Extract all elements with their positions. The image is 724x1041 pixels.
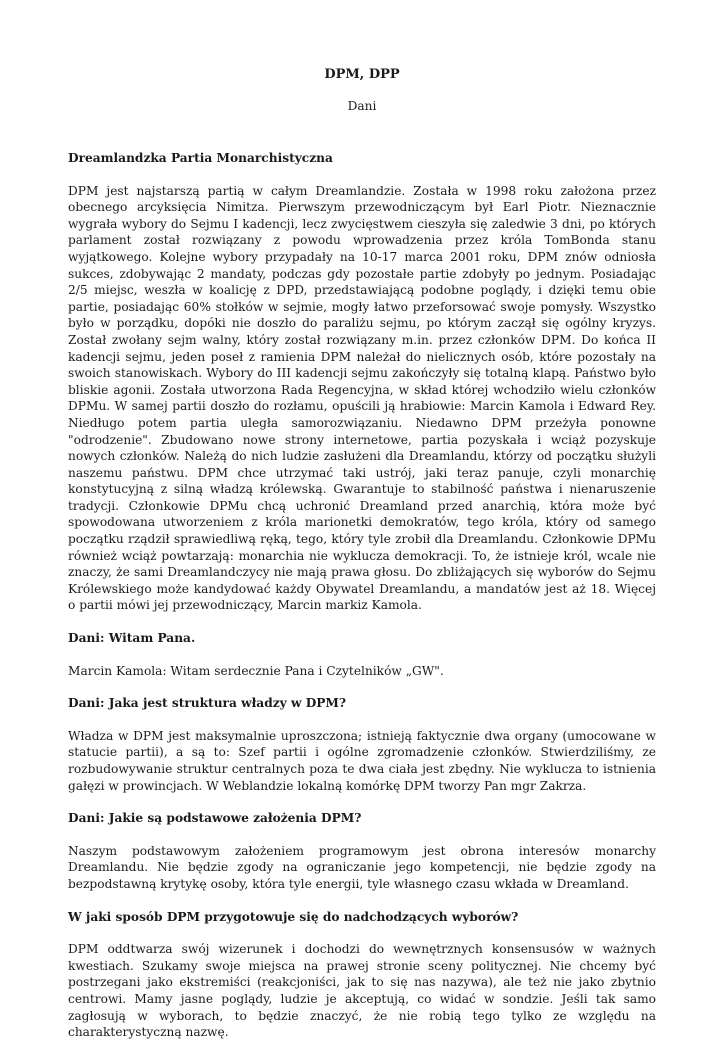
answer-4: DPM oddtwarza swój wizerunek i dochodzi do wewnętrznych konsensusów w ważnych kwestiach. Szukamy swoje miejsca na prawej stronie sceny politycznej. Nie chcemy być postrzegani jako ekstremiści (reakcjoniści, jak to się nas nazywa), ale też nie jako zbytnio centrowi. Mamy jasne poglądy, ludzie je akceptują, co widać w sondzie. Jeśli tak samo zagłosują w wyborach, to będzie znaczyć, że nie robią tego tylko ze względu na charakterystyczną nazwę. xyxy=(68,942,656,1040)
question-2: Dani: Jaka jest struktura władzy w DPM? xyxy=(68,696,347,711)
question-3: Dani: Jakie są podstawowe założenia DPM? xyxy=(68,811,362,826)
intro-paragraph: DPM jest najstarszą partią w całym Dreamlandzie. Została w 1998 roku założona przez obecnego arcyksięcia Nimitza. Pierwszym przewodniczącym był Earl Piotr. Nieznacznie wygrała wybory do Sejmu I kadencji, lecz zwycięstwem cieszyła się zaledwie 3 dni, po których parlament został rozwiązany z powodu wprowadzenia przez króla TomBonda stanu wyjątkowego. Kolejne wybory przypadały na 10-17 marca 2001 roku, DPM znów odniosła sukces, zdobywając 2 mandaty, podczas gdy pozostałe partie zdobyły po jednym. Posiadając 2/5 miejsc, weszła w koalicję z DPD, przedstawiającą podobne poglądy, i dzięki temu obie partie, posiadając 60% stołków w sejmie, mogły łatwo przeforsować swoje pomysły. Wszystko było w porządku, dopóki nie doszło do paraliżu sejmu, po którym zaczął się ogólny kryzys. Został zwołany sejm walny, który został rozwiązany m.in. przez członków DPM. Do końca II kadencji sejmu, jeden poseł z ramienia DPM należał do nielicznych osób, które pozostały na swoich stanowiskach. Wybory do III kadencji sejmu zakończyły się totalną klapą. Państwo było bliskie agonii. Została utworzona Rada Regencyjna, w skład której wchodziło wielu członków DPMu. W samej partii doszło do rozłamu, opuścili ją hrabiowie: Marcin Kamola i Edward Rey. Niedługo potem partia uległa samorozwiązaniu. Niedawno DPM przeżyła ponowne "odrodzenie". Zbudowano nowe strony internetowe, partia pozyskała i wciąż pozyskuje nowych członków. Należą do nich ludzie zasłużeni dla Dreamlandu, którzy od początku służyli naszemu państwu. DPM chce utrzymać taki ustrój, jaki teraz panuje, czyli monarchię konstytucyjną z silną władzą królewską. Gwarantuje to stabilność państwa i nienaruszenie tradycji. Członkowie DPMu chcą uchronić Dreamland przed anarchią, która może być spowodowana utworzeniem z króla marionetki demokratów, tego króla, który od samego początku rządził sprawiedliwą ręką, tego, który tyle zrobił dla Dreamlandu. Członkowie DPMu również wciąż powtarzają: monarchia nie wyklucza demokracji. To, że istnieje król, wcale nie znaczy, że sami Dreamlandczycy nie mają prawa głosu. Do zbliżających się wyborów do Sejmu Królewskiego może kandydować każdy Obywatel Dreamlandu, a mandatów jest aż 18. Więcej o partii mówi jej przewodniczący, Marcin markiz Kamola. xyxy=(68,183,656,613)
page-title: DPM, DPP xyxy=(324,67,400,82)
answer-2: Władza w DPM jest maksymalnie uproszczona; istnieją faktycznie dwa organy (umocowane w statucie partii), a są to: Szef partii i ogólne zgromadzenie członków. Stwierdziliśmy, ze rozbudowywanie struktur centralnych poza te dwa ciała jest zbędny. Nie wyklucza to istnienia gałęzi w prowincjach. W Weblandzie lokalną komórkę DPM tworzy Pan mgr Zakrza. xyxy=(68,728,656,793)
answer-3: Naszym podstawowym założeniem programowym jest obrona interesów monarchy Dreamlandu. Nie będzie zgody na ograniczanie jego kompetencji, nie będzie zgody na bezpodstawną krytykę osoby, która tyle energii, tyle własnego czasu wkłada w Dreamland. xyxy=(68,843,656,891)
question-1: Dani: Witam Pana. xyxy=(68,631,196,646)
author: Dani xyxy=(347,99,377,113)
answer-1: Marcin Kamola: Witam serdecznie Pana i Czytelników „GW". xyxy=(68,663,444,678)
section-heading: Dreamlandzka Partia Monarchistyczna xyxy=(68,151,333,165)
question-4: W jaki sposób DPM przygotowuje się do nadchodzących wyborów? xyxy=(68,909,519,924)
